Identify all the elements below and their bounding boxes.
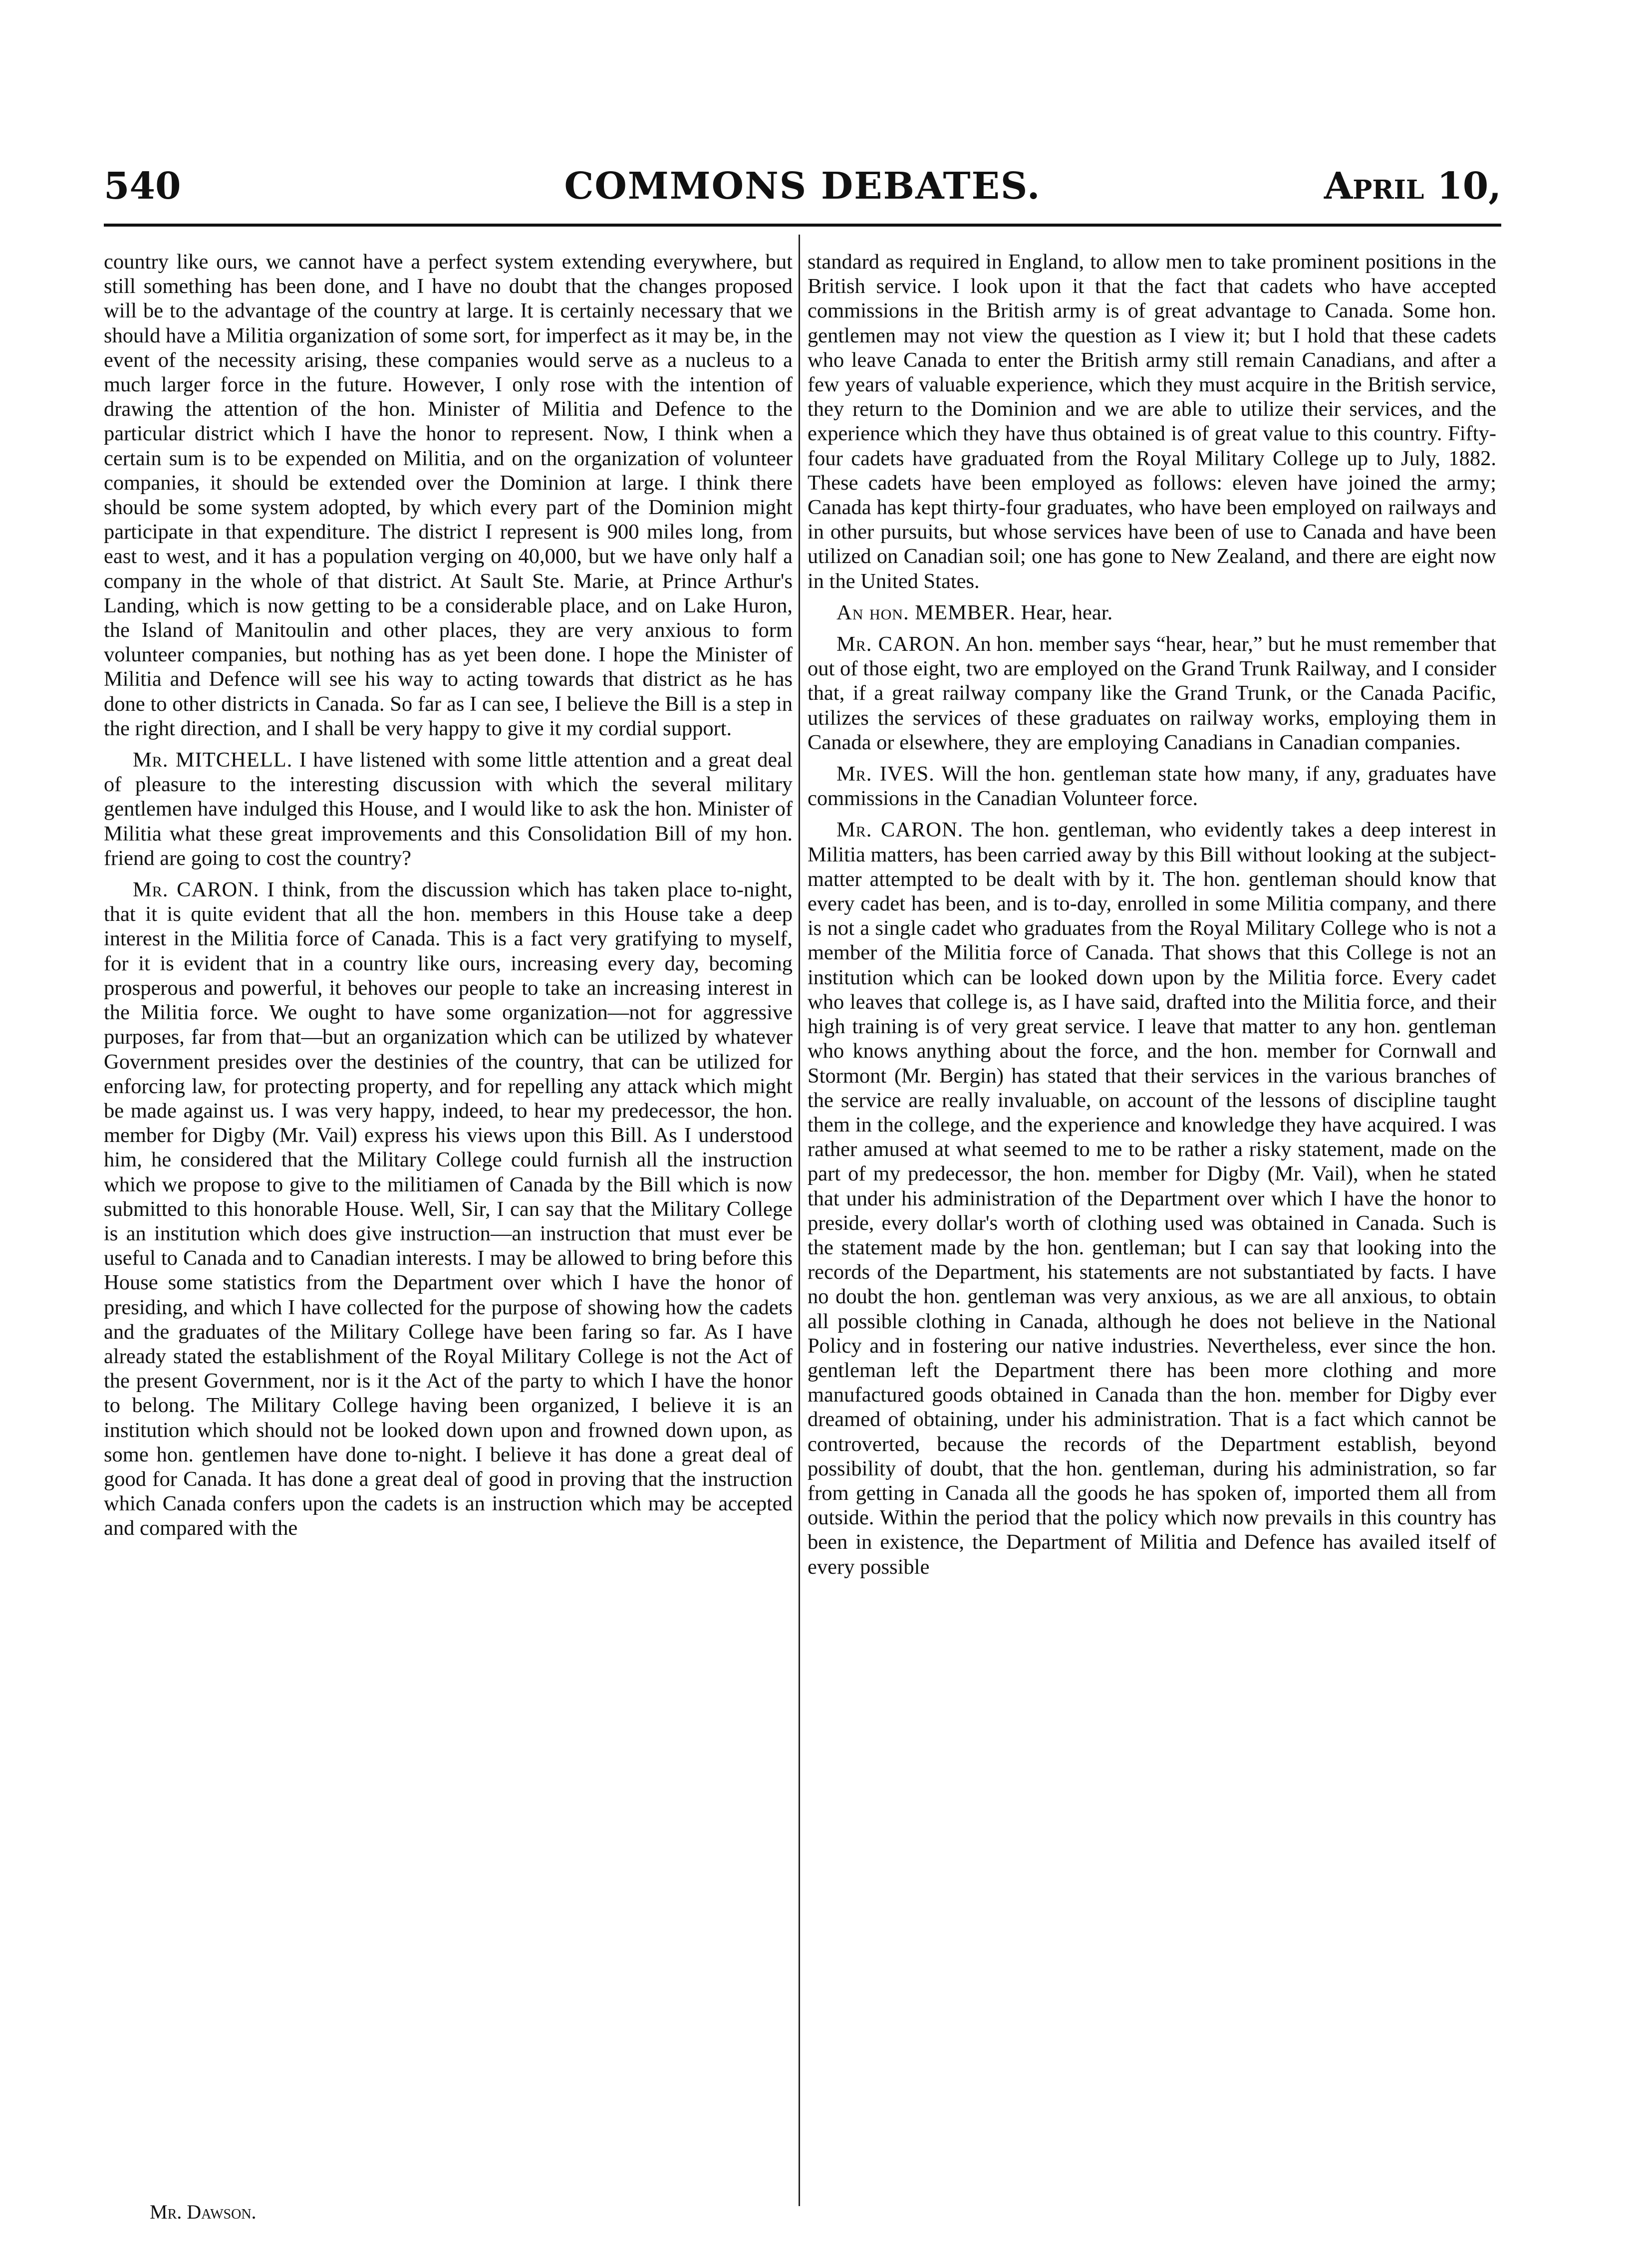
speaker-name: Mr. CARON. bbox=[133, 878, 260, 902]
speaker-name: Mr. CARON. bbox=[836, 818, 964, 842]
page-date: April 10, bbox=[1324, 165, 1501, 208]
header-rule bbox=[104, 224, 1501, 227]
page-title: COMMONS DEBATES. bbox=[564, 165, 1041, 208]
paragraph-text: country like ours, we cannot have a perfect system extending everywhere, but still something has been done, and I have no doubt that the changes proposed will be to the advantage of the country at large. It is certainly necessary that we should have a Militia organization of some sort, for imperfect as it may be, in the event of the necessity arising, these companies would serve as a nucleus to a much larger force in the future. However, I only rose with the intention of drawing the attention of the hon. Minister of Militia and Defence to the particular district which I have the honor to represent. Now, I think when a certain sum is to be expended on Militia, and on the organization of volunteer companies, it should be extended over the Dominion at large. I think there should be some system adopted, by which every part of the Dominion might participate in that expenditure. The district I represent is 900 miles long, from east to west, and it has a population verging on 40,000, but we have only half a company in the whole of that district. At Sault Ste. Marie, at Prince Arthur's Landing, which is now getting to be a considerable place, and on Lake Huron, the Island of Manitoulin and other places, they are very anxious to form volunteer companies, but nothing has as yet been done. I hope the Minister of Militia and Defence will see his way to acting towards that district as he has done to other districts in Canada. So far as I can see, I believe the Bill is a step in the right direction, and I shall be very happy to give it my cordial support. bbox=[104, 250, 793, 740]
paragraph-text: An hon. member says “hear, hear,” but he must remember that out of those eight, two are employed on the Grand Trunk Railway, and I consider that, if a great railway company like the Grand Trunk, or the Canada Pacific, utilizes the services of these graduates on railway works, employing them in Canada or elsewhere, they are employing Canadians in Canadian companies. bbox=[808, 632, 1496, 754]
speaker-name: Mr. CARON. bbox=[836, 632, 961, 656]
page-number: 540 bbox=[104, 165, 181, 208]
page-header bbox=[104, 165, 1501, 220]
right-column bbox=[808, 250, 1496, 2206]
paragraph bbox=[808, 250, 1496, 593]
paragraph-text: Hear, hear. bbox=[1021, 600, 1113, 624]
column-divider bbox=[799, 235, 800, 2206]
paragraph bbox=[808, 632, 1496, 755]
paragraph-text: Will the hon. gentleman state how many, if any, graduates have commissions in the Canadian Volunteer force. bbox=[808, 762, 1496, 811]
paragraph-text: The hon. gentleman, who evidently takes a deep interest in Militia matters, has been carried away by this Bill without looking at the subject-matter attempted to be dealt with by it. The hon. gentleman should know that every cadet has been, and is to-day, enrolled in some Militia company, and there is not a single cadet who graduates from the Royal Military College who is not a member of the Militia force of Canada. That shows that this College is not an institution which can be looked down upon by the Militia force. Every cadet who leaves that college is, as I have said, drafted into the Militia force, and their high training is of very great service. I leave that matter to any hon. gentleman who knows anything about the force, and the hon. member for Cornwall and Stormont (Mr. Bergin) has stated that their services in the various branches of the service are really invaluable, on account of the lessons of discipline taught them in the college, and the experience and knowledge they have acquired. I was rather amused at what seemed to me to be rather a risky statement, made on the part of my predecessor, the hon. member for Digby (Mr. Vail), when he stated that under his administration of the Department over which I have the honor to preside, every dollar's worth of clothing used was obtained in Canada. Such is the statement made by the hon. gentleman; but I can say that looking into the records of the Department, his statements are not substantiated by facts. I have no doubt the hon. gentleman was very anxious, as we are all anxious, to obtain all possible clothing in Canada, although he does not believe in the National Policy and in fostering our native industries. Nevertheless, ever since the hon. gentleman left the Department there has been more clothing and more manufactured goods obtained in Canada than the hon. member for Digby ever dreamed of obtaining, under his administration. That is a fact which cannot be controverted, because the records of the Department establish, beyond possibility of doubt, that the hon. gentleman, during his administration, so far from getting in Canada all the goods he has spoken of, imported them all from outside. Within the period that the policy which now prevails in this country has been in existence, the Department of Militia and Defence has availed itself of every possible bbox=[808, 818, 1496, 1579]
speaker-name: Mr. MITCHELL. bbox=[133, 748, 293, 772]
paragraph bbox=[808, 818, 1496, 1579]
paragraph bbox=[808, 600, 1496, 625]
paragraph bbox=[104, 250, 793, 741]
paragraph-text: standard as required in England, to allow men to take prominent positions in the British service. I look upon it that the fact that cadets who have accepted commissions in the British army is of great advantage to Canada. Some hon. gentlemen may not view the question as I view it; but I hold that these cadets who leave Canada to enter the British army still remain Canadians, and after a few years of valuable experience, which they must acquire in the British service, they return to the Dominion and we are able to utilize their services, and the experience which they have thus obtained is of great value to this country. Fifty-four cadets have graduated from the Royal Military College up to July, 1882. These cadets have been employed as follows: eleven have joined the army; Canada has kept thirty-four graduates, who have been employed on railways and in other pursuits, but whose services have been of use to Canada and have been utilized on Canadian soil; one has gone to New Zealand, and there are eight now in the United States. bbox=[808, 250, 1496, 593]
paragraph-text: I think, from the discussion which has taken place to-night, that it is quite evident that all the hon. members in this House take a deep interest in the Militia force of Canada. This is a fact very gratifying to myself, for it is evident that in a country like ours, increasing every day, becoming prosperous and powerful, it behoves our people to take an increasing interest in the Militia force. We ought to have some organization—not for aggressive purposes, far from that—but an organization which can be utilized by whatever Government presides over the destinies of the country, that can be utilized for enforcing law, for protecting property, and for repelling any attack which might be made against us. I was very happy, indeed, to hear my predecessor, the hon. member for Digby (Mr. Vail) express his views upon this Bill. As I understood him, he considered that the Military College could furnish all the instruction which we propose to give to the militiamen of Canada by the Bill which is now submitted to this honorable House. Well, Sir, I can say that the Military College is an institution which does give instruction—an instruction that must ever be useful to Canada and to Canadian interests. I may be allowed to bring before this House some statistics from the Department over which I have the honor of presiding, and which I have collected for the purpose of showing how the cadets and the graduates of the Military College have been faring so far. As I have already stated the establishment of the Royal Military College is not the Act of the present Government, nor is it the Act of the party to which I have the honor to belong. The Military College having been organized, I believe it is an institution which should not be looked down upon and frowned down upon, as some hon. gentlemen have done to-night. I believe it has done a great deal of good for Canada. It has done a great deal of good in proving that the instruction which Canada confers upon the cadets is an instruction which may be accepted and compared with the bbox=[104, 878, 793, 1540]
speaker-name: Mr. IVES. bbox=[836, 762, 935, 786]
paragraph bbox=[104, 877, 793, 1540]
left-column bbox=[104, 250, 793, 2206]
paragraph-text: I have listened with some little attention and a great deal of pleasure to the interesting discussion with which the several military gentlemen have indulged this House, and I would like to ask the hon. Minister of Militia what these great improvements and this Consolidation Bill of my hon. friend are going to cost the country? bbox=[104, 748, 793, 870]
speaker-name: An hon. MEMBER. bbox=[836, 600, 1016, 624]
paragraph bbox=[104, 748, 793, 870]
catchword-footer: Mr. Dawson. bbox=[150, 2201, 257, 2223]
paragraph bbox=[808, 762, 1496, 811]
